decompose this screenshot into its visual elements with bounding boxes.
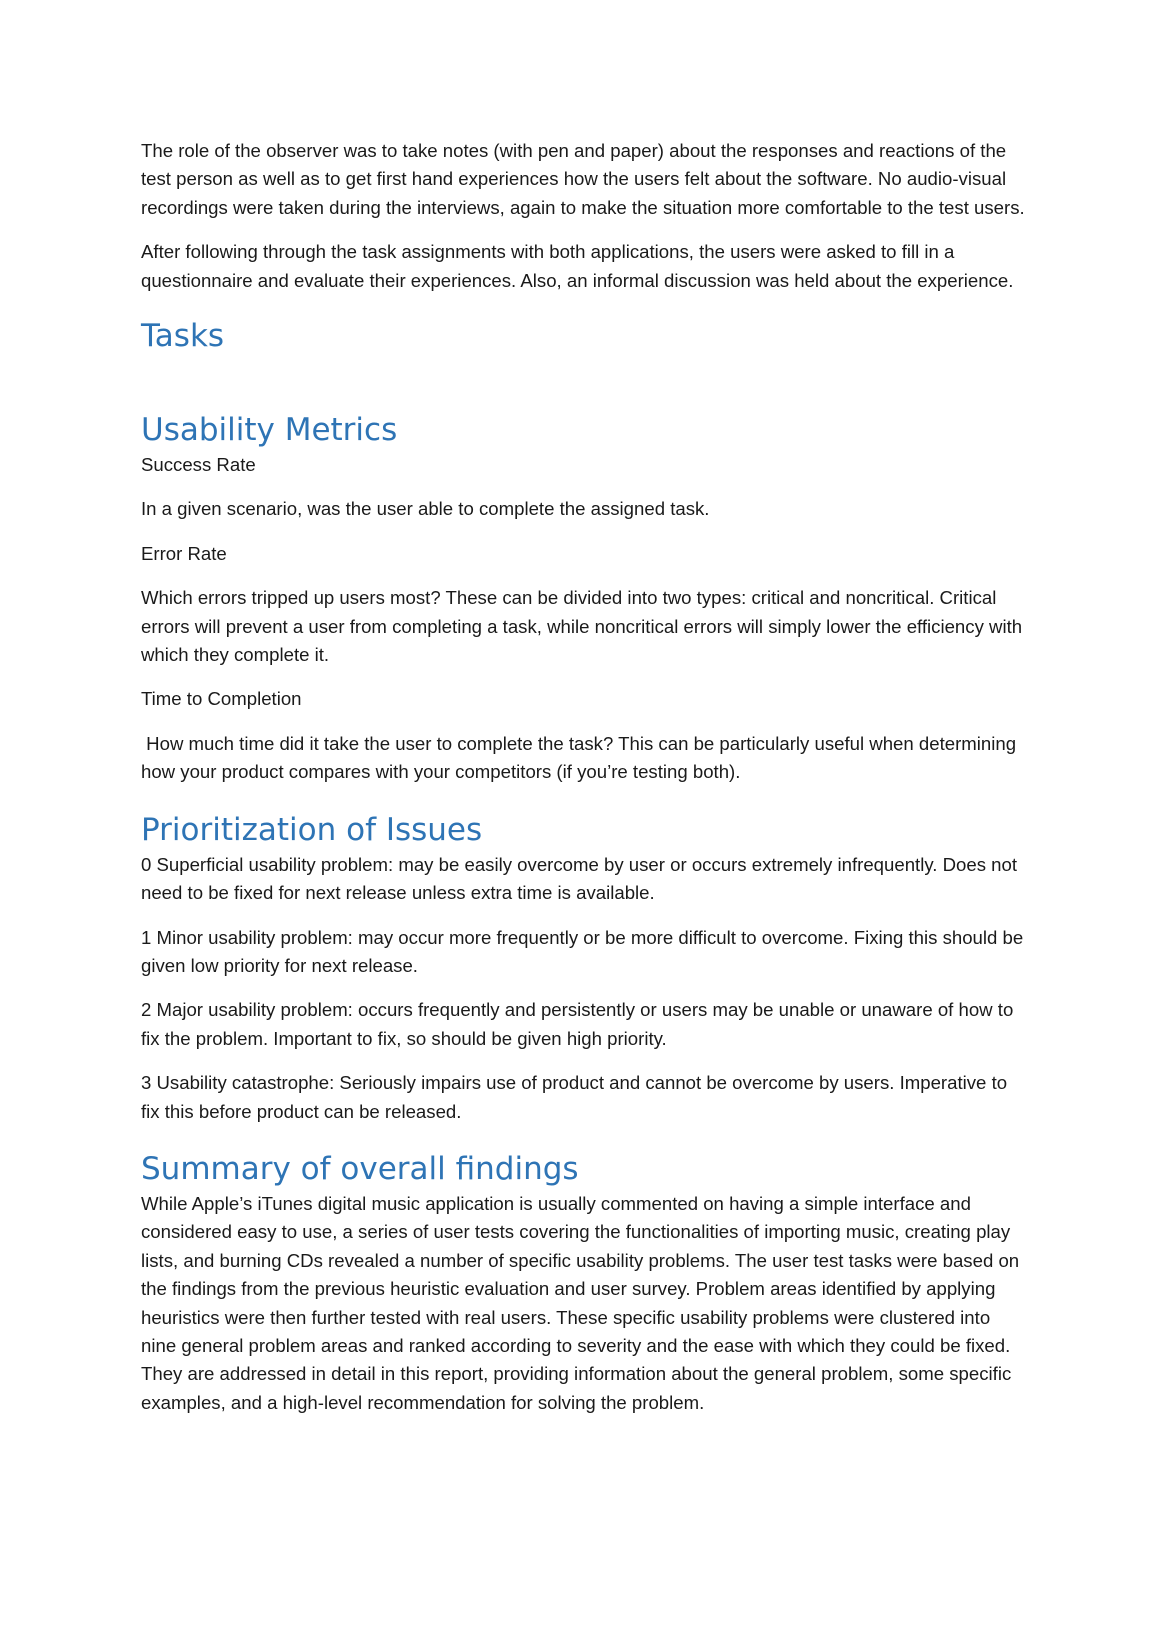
priority-item-2: 2 Major usability problem: occurs frequently and persistently or users may be unable or unaware of how to fix the problem. Important to fix, so should be given high priority. [141,999,1014,1049]
intro-paragraph-questionnaire: After following through the task assignments with both applications, the users were asked to fill in a questionnaire and evaluate their experiences. Also, an informal discussion was held about the experience. [141,241,1014,291]
heading-summary: Summary of overall findings [141,1150,579,1187]
heading-tasks: Tasks [141,318,225,355]
metric-label-success-rate: Success Rate [141,454,256,476]
metric-text-error-rate: Which errors tripped up users most? These can be divided into two types: critical and noncritical. Critical errors will prevent a user from completing a task, while noncritical errors will simply lower the efficiency with which they complete it. [141,587,1023,666]
metric-text-time-to-completion: How much time did it take the user to complete the task? This can be particularly useful when determining how your product compares with your competitors (if you’re testing both). [141,732,1022,783]
metric-label-error-rate: Error Rate [141,542,227,564]
metric-label-time-to-completion: Time to Completion [141,688,302,710]
summary-paragraph: While Apple’s iTunes digital music application is usually commented on having a simple interface and considered easy to use, a series of user tests covering the functionalities of importing music, creating play lists, and burning CDs revealed a number of specific usability problems. The user test tasks were based on the findings from the previous heuristic evaluation and user survey. Problem areas identified by applying heuristics were then further tested with real users. These specific usability problems were clustered into nine general problem areas and ranked according to severity and the ease with which they could be fixed. They are addressed in detail in this report, providing information about the general problem, some specific examples, and a high-level recommendation for solving the problem. [141,1192,1020,1413]
intro-paragraph-observer: The role of the observer was to take notes (with pen and paper) about the responses and reactions of the test person as well as to get first hand experiences how the users felt about the software. No audio-visual recordings were taken during the interviews, again to make the situation more comfortable to the test users. [141,140,1025,218]
heading-usability-metrics: Usability Metrics [141,412,398,449]
priority-item-1: 1 Minor usability problem: may occur more frequently or be more difficult to overcome. Fixing this should be given low priority for next release. [141,926,1024,976]
heading-prioritization: Prioritization of Issues [141,811,483,848]
priority-item-0: 0 Superficial usability problem: may be easily overcome by user or occurs extremely infrequently. Does not need to be fixed for next release unless extra time is available. [141,853,1018,904]
priority-item-3: 3 Usability catastrophe: Seriously impairs use of product and cannot be overcome by users. Imperative to fix this before product can be released. [141,1072,1008,1122]
metric-text-success-rate: In a given scenario, was the user able to complete the assigned task. [141,498,710,520]
